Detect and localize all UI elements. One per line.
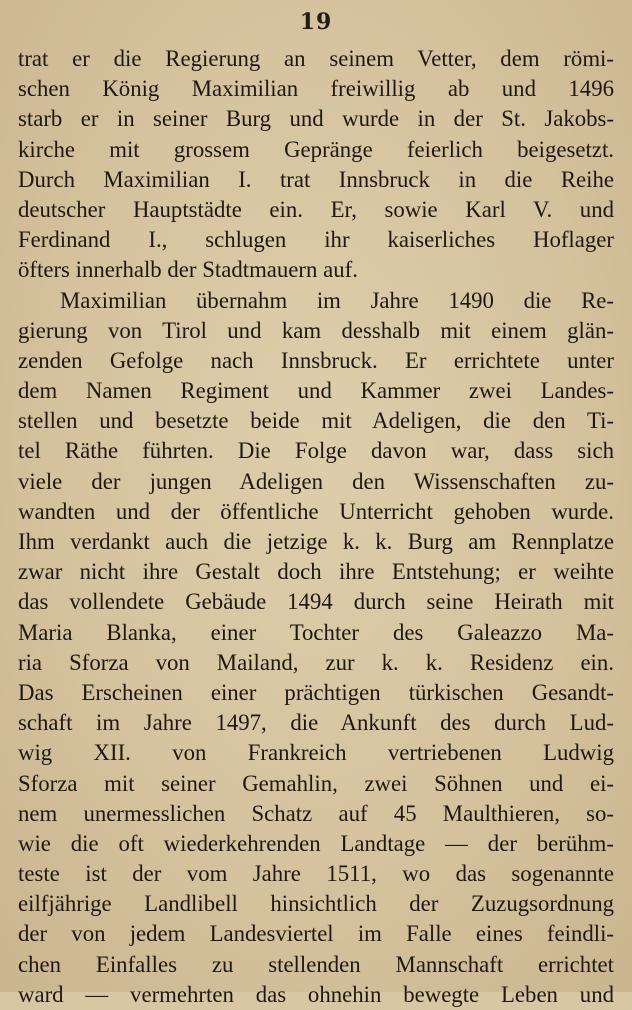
- text-line: Sforza mit seiner Gemahlin, zwei Söhnen und ei-: [18, 770, 614, 796]
- text-line: stellen und besetzte beide mit Adeligen, die den Ti-: [18, 408, 614, 434]
- body-text: [18, 44, 614, 1010]
- text-line: Maria Blanka, einer Tochter des Galeazzo Ma-: [18, 619, 614, 645]
- text-line: gierung von Tirol und kam desshalb mit einem glän-: [18, 317, 614, 343]
- text-line: eilfjährige Landlibell hinsichtlich der Zuzugsordnung: [18, 891, 614, 917]
- text-line: Durch Maximilian I. trat Innsbruck in die Reihe: [18, 166, 614, 192]
- text-line: zwar nicht ihre Gestalt doch ihre Entstehung; er weihte: [18, 559, 614, 585]
- text-line: teste ist der vom Jahre 1511, wo das sogenannte: [18, 861, 614, 887]
- text-line: viele der jungen Adeligen den Wissenschaften zu-: [18, 468, 614, 494]
- text-line: trat er die Regierung an seinem Vetter, dem römi-: [18, 46, 614, 71]
- text-line: deutscher Hauptstädte ein. Er, sowie Karl V. und: [18, 196, 614, 222]
- text-line: zenden Gefolge nach Innsbruck. Er errichtete unter: [18, 347, 614, 373]
- text-line: dem Namen Regiment und Kammer zwei Landes-: [18, 378, 614, 404]
- text-line: starb er in seiner Burg und wurde in der St. Jakobs-: [18, 106, 614, 132]
- text-line: schen König Maximilian freiwillig ab und 1496: [18, 76, 614, 102]
- text-line: chen Einfalles zu stellenden Mannschaft errichtet: [18, 951, 614, 977]
- text-line: schaft im Jahre 1497, die Ankunft des durch Lud-: [18, 710, 614, 736]
- text-line: wig XII. von Frankreich vertriebenen Ludwig: [18, 740, 614, 766]
- text-line: öfters innerhalb der Stadtmauern auf.: [18, 257, 358, 283]
- text-line: Maximilian übernahm im Jahre 1490 die Re-: [60, 287, 614, 313]
- text-line: wandten und der öffentliche Unterricht gehoben wurde.: [18, 498, 614, 524]
- text-line: das vollendete Gebäude 1494 durch seine Heirath mit: [18, 589, 614, 615]
- text-line: ria Sforza von Mailand, zur k. k. Residenz ein.: [18, 649, 614, 675]
- text-line: Das Erscheinen einer prächtigen türkischen Gesandt-: [18, 679, 614, 705]
- text-line: Ferdinand I., schlugen ihr kaiserliches Hoflager: [18, 227, 614, 253]
- text-line: der von jedem Landesviertel im Falle eines feindli-: [18, 921, 614, 947]
- text-line: ward — vermehrten das ohnehin bewegte Leben und: [18, 981, 614, 1007]
- text-line: Ihm verdankt auch die jetzige k. k. Burg am Rennplatze: [18, 529, 614, 554]
- text-line: wie die oft wiederkehrenden Landtage — der berühm-: [18, 830, 614, 856]
- text-line: kirche mit grossem Gepränge feierlich beigesetzt.: [18, 136, 614, 162]
- text-line: nem unermesslichen Schatz auf 45 Maulthieren, so-: [18, 800, 614, 826]
- text-line: tel Räthe führten. Die Folge davon war, dass sich: [18, 438, 614, 464]
- page-number: 19: [299, 9, 333, 35]
